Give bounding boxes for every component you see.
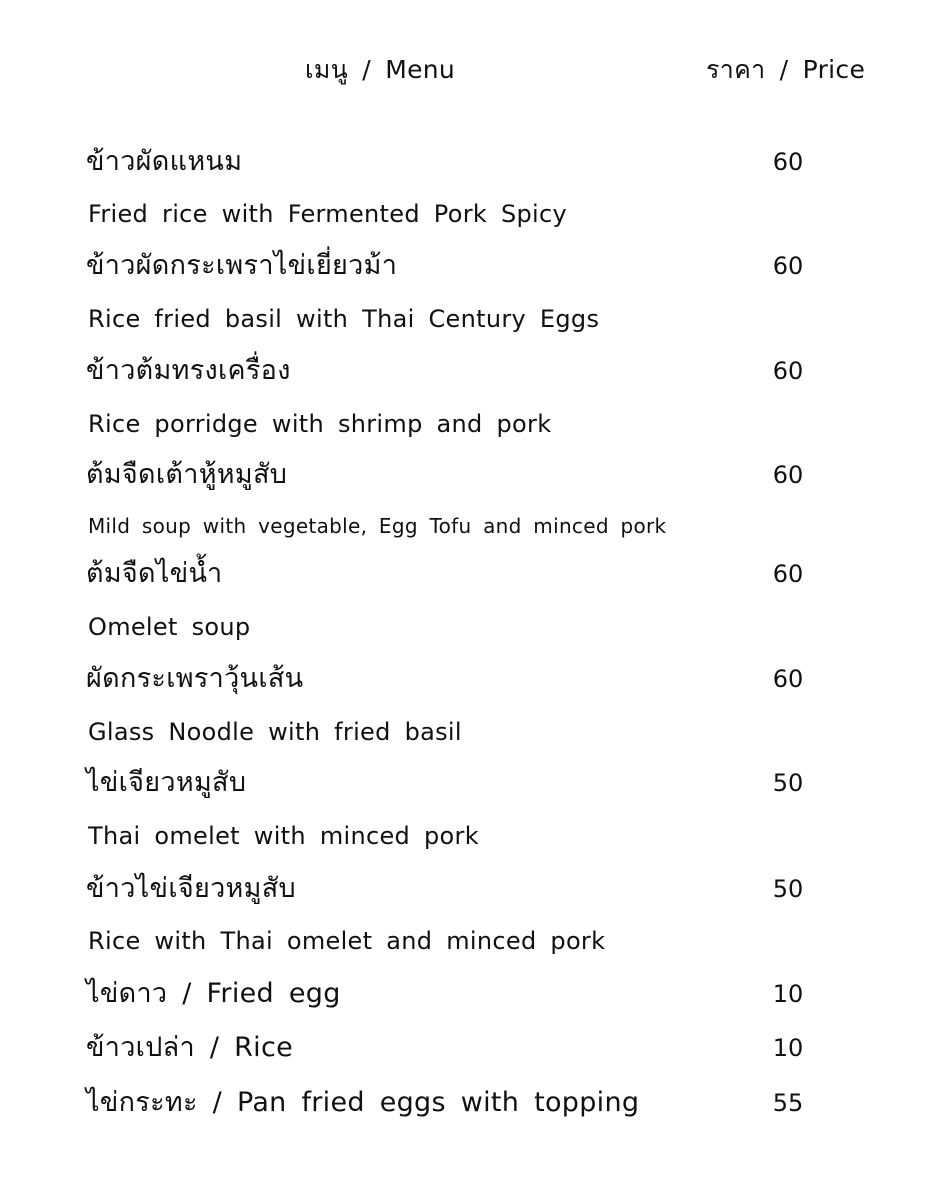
item-price: 10	[772, 980, 804, 1008]
item-combined-name: ไข่ดาว / Fried egg	[86, 978, 341, 1009]
item-english-name: Fried rice with Fermented Pork Spicy	[88, 200, 568, 228]
item-combined-name: ไข่กระทะ / Pan fried eggs with topping	[86, 1087, 640, 1118]
item-thai-name: ไข่เจียวหมูสับ	[86, 767, 247, 798]
item-english-name: Glass Noodle with fried basil	[88, 718, 462, 746]
menu-header: เมนู / Menu	[305, 55, 456, 84]
item-english-name: Rice fried basil with Thai Century Eggs	[88, 305, 600, 333]
item-english-name: Omelet soup	[88, 613, 251, 641]
item-price: 60	[772, 148, 804, 176]
item-price: 10	[772, 1034, 804, 1062]
item-thai-name: ข้าวต้มทรงเครื่อง	[86, 355, 291, 386]
item-thai-name: ต้มจืดไข่น้ำ	[86, 558, 223, 589]
item-price: 60	[772, 252, 804, 280]
item-thai-name: ข้าวผัดกระเพราไข่เยี่ยวม้า	[86, 250, 398, 281]
item-price: 60	[772, 665, 804, 693]
price-header: ราคา / Price	[706, 55, 866, 84]
item-thai-name: ผัดกระเพราวุ้นเส้น	[86, 663, 304, 694]
item-english-name: Mild soup with vegetable, Egg Tofu and minced pork	[88, 514, 667, 538]
item-price: 60	[772, 461, 804, 489]
item-price: 60	[772, 357, 804, 385]
item-english-name: Thai omelet with minced pork	[88, 822, 479, 850]
item-thai-name: ข้าวผัดแหนม	[86, 146, 243, 177]
item-english-name: Rice with Thai omelet and minced pork	[88, 927, 606, 955]
item-price: 50	[772, 875, 804, 903]
item-price: 55	[772, 1089, 804, 1117]
item-thai-name: ข้าวไข่เจียวหมูสับ	[86, 873, 296, 904]
item-english-name: Rice porridge with shrimp and pork	[88, 410, 552, 438]
item-price: 60	[772, 560, 804, 588]
item-combined-name: ข้าวเปล่า / Rice	[86, 1032, 294, 1063]
item-thai-name: ต้มจืดเต้าหู้หมูสับ	[86, 459, 288, 490]
item-price: 50	[772, 769, 804, 797]
